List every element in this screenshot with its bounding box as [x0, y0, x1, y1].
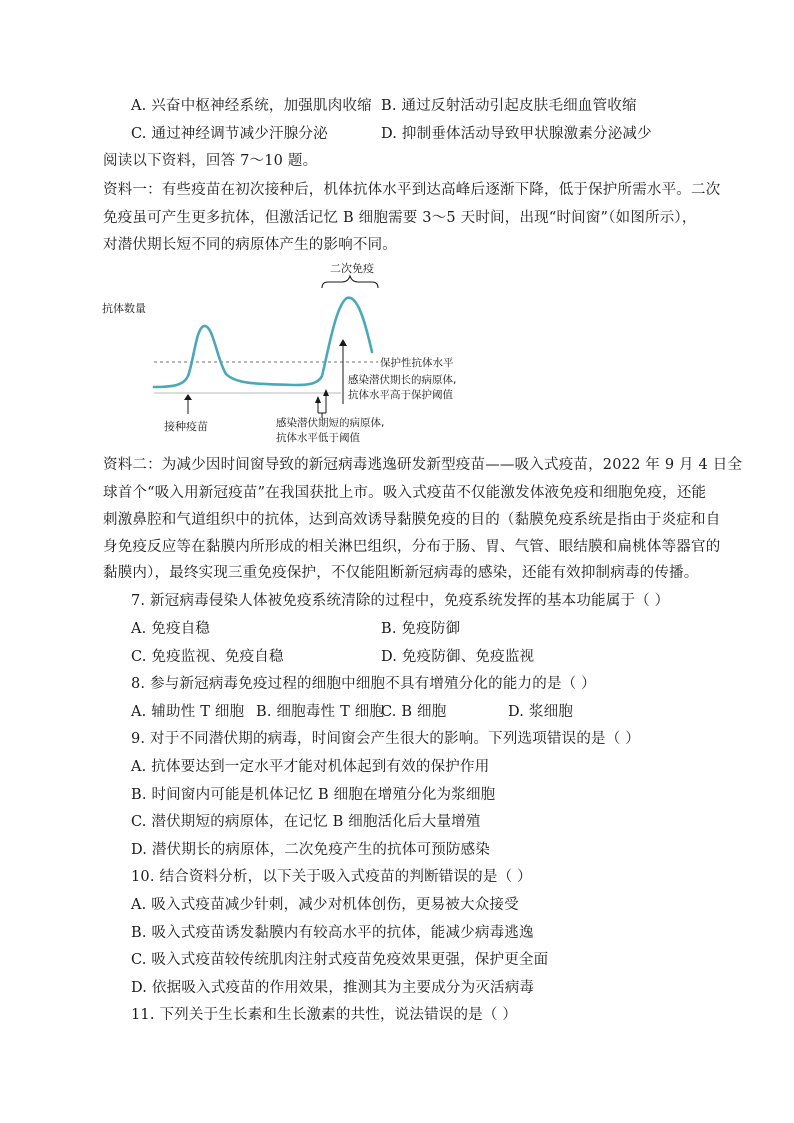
material2-line: 刺激鼻腔和气道组织中的抗体，达到高效诱导黏膜免疫的目的（黏膜免疫系统是指由于炎症和自 [103, 512, 721, 528]
antibody-time-window-figure [96, 256, 476, 448]
long-incubation-label-1: 感染潜伏期长的病原体, [348, 374, 457, 386]
material2-line: 球首个“吸入用新冠疫苗”在我国获批上市。吸入式疫苗不仅能激发体液免疫和细胞免疫，还能 [103, 485, 707, 501]
reading-intro: 阅读以下资料，回答 7～10 题。 [103, 153, 318, 169]
q7-option-c: C. 免疫监视、免疫自稳 [131, 649, 284, 665]
long-incubation-label-2: 抗体水平高于保护阈值 [348, 389, 453, 401]
q10-option-a: A. 吸入式疫苗减少针刺，减少对机体创伤，更易被大众接受 [131, 897, 519, 913]
q8-option-d: D. 浆细胞 [508, 704, 574, 720]
vaccination-label: 接种疫苗 [164, 420, 208, 433]
q11-stem: 11. 下列关于生长素和生长激素的共性，说法错误的是（ ） [131, 1007, 518, 1023]
q9-option-a: A. 抗体要达到一定水平才能对机体起到有效的保护作用 [131, 759, 490, 775]
q7-option-b: B. 免疫防御 [381, 621, 461, 637]
vaccination-arrowhead [184, 394, 192, 400]
antibody-curve [154, 298, 372, 387]
y-axis-label: 抗体数量 [102, 302, 146, 315]
q10-option-b: B. 吸入式疫苗诱发黏膜内有较高水平的抗体，能减少病毒逃逸 [131, 925, 534, 941]
protective-level-label: 保护性抗体水平 [380, 357, 454, 369]
q9-option-b: B. 时间窗内可能是机体记忆 B 细胞在增殖分化为浆细胞 [131, 787, 496, 803]
short-incubation-label-1: 感染潜伏期短的病原体, [276, 417, 385, 429]
q7-option-d: D. 免疫防御、免疫监视 [381, 649, 535, 665]
material1-line: 免疫虽可产生更多抗体，但激活记忆 B 细胞需要 3～5 天时间，出现“时间窗”（如图所示）， [103, 210, 697, 226]
material2-line: 黏膜内），最终实现三重免疫保护，不仅能阻断新冠病毒的感染，还能有效抑制病毒的传播。 [103, 565, 699, 581]
prev-option-c: C. 通过神经调节减少汗腺分泌 [131, 126, 328, 142]
q8-option-b: B. 细胞毒性 T 细胞 [256, 704, 385, 720]
secondary-immunity-label: 二次免疫 [330, 262, 374, 275]
short-incubation-arrowhead [315, 389, 329, 403]
q8-stem: 8. 参与新冠病毒免疫过程的细胞中细胞不具有增殖分化的能力的是（ ） [131, 676, 596, 692]
prev-option-a: A. 兴奋中枢神经系统，加强肌肉收缩 [131, 98, 372, 114]
material2-line: 身免疫反应等在黏膜内所形成的相关淋巴组织，分布于肠、胃、气管、眼结膜和扁桃体等器官的 [103, 539, 721, 555]
material1-line: 资料一：有些疫苗在初次接种后，机体抗体水平到达高峰后逐渐下降，低于保护所需水平。二次 [103, 182, 721, 198]
q8-option-c: C. B 细胞 [381, 704, 447, 720]
q10-stem: 10. 结合资料分析，以下关于吸入式疫苗的判断错误的是（ ） [131, 869, 532, 885]
material2-line: 资料二：为减少因时间窗导致的新冠病毒逃逸研发新型疫苗——吸入式疫苗，2022 年 9 月 4 日全 [103, 457, 743, 473]
q9-option-c: C. 潜伏期短的病原体，在记忆 B 细胞活化后大量增殖 [131, 814, 481, 830]
prev-option-b: B. 通过反射活动引起皮肤毛细血管收缩 [381, 98, 637, 114]
prev-option-d: D. 抑制垂体活动导致甲状腺激素分泌减少 [381, 126, 652, 142]
long-incubation-arrowhead [339, 339, 347, 346]
q9-stem: 9. 对于不同潜伏期的病毒，时间窗会产生很大的影响。下列选项错误的是（ ） [131, 731, 640, 747]
q10-option-d: D. 依据吸入式疫苗的作用效果，推测其为主要成分为灭活病毒 [131, 980, 535, 996]
q7-option-a: A. 免疫自稳 [131, 621, 211, 637]
q8-option-a: A. 辅助性 T 细胞 [131, 704, 245, 720]
q7-stem: 7. 新冠病毒侵染人体被免疫系统清除的过程中，免疫系统发挥的基本功能属于（ ） [131, 593, 670, 609]
q10-option-c: C. 吸入式疫苗较传统肌肉注射式疫苗免疫效果更强，保护更全面 [131, 952, 549, 968]
material1-line: 对潜伏期长短不同的病原体产生的影响不同。 [103, 237, 397, 253]
short-incubation-label-2: 抗体水平低于阈值 [276, 432, 360, 444]
secondary-immunity-brace [322, 276, 378, 288]
q9-option-d: D. 潜伏期长的病原体，二次免疫产生的抗体可预防感染 [131, 842, 491, 858]
